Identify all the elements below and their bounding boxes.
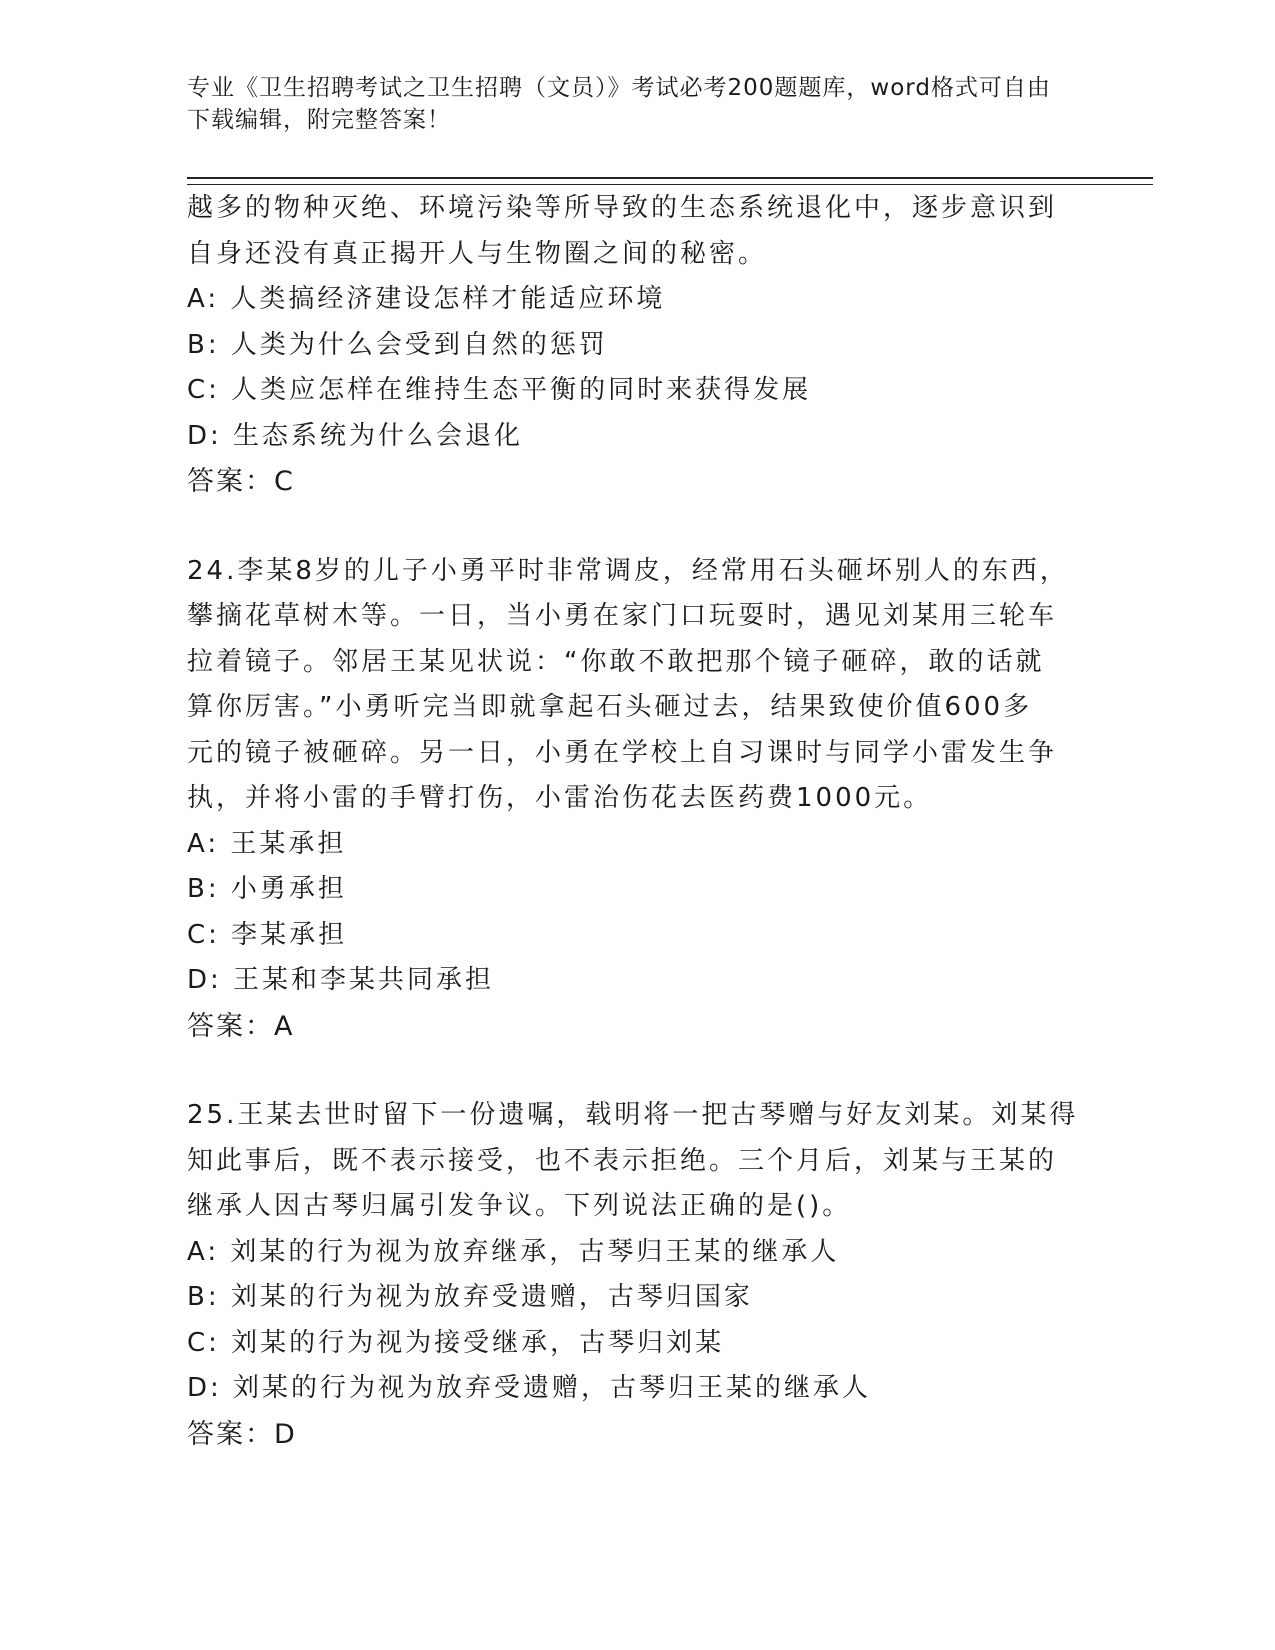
option-a: A: 刘某的行为视为放弃继承，古琴归王某的继承人: [187, 1236, 840, 1267]
answer-line: 答案：D: [187, 1418, 297, 1450]
option-b: B: 人类为什么会受到自然的惩罚: [187, 329, 608, 360]
question-23-continuation: [187, 186, 1067, 505]
option-d: D: 刘某的行为视为放弃受遗赠，古琴归王某的继承人: [187, 1373, 872, 1403]
document-header: 专业《卫生招聘考试之卫生招聘（文员）》考试必考200题题库，word格式可自由下载编辑，附完整答案！: [187, 75, 1051, 133]
option-d: D: 生态系统为什么会退化: [187, 420, 524, 451]
question-content: [187, 186, 1079, 1457]
answer-line: 答案：A: [187, 1010, 295, 1042]
option-d: D: 王某和李某共同承担: [187, 965, 495, 995]
question-text-line: 继承人因古琴归属引发争议。下列说法正确的是()。: [187, 1191, 852, 1221]
option-b: B: 小勇承担: [187, 874, 347, 904]
question-text-line: 攀摘花草树木等。一日，当小勇在家门口玩耍时，遇见刘某用三轮车: [187, 601, 1058, 631]
question-text-line: 越多的物种灭绝、环境污染等所导致的生态系统退化中，逐步意识到: [187, 193, 1058, 223]
spacer: [187, 505, 1067, 549]
answer-line: 答案：C: [187, 466, 295, 497]
question-25: [187, 1093, 1079, 1457]
option-a: A: 王某承担: [187, 828, 347, 859]
question-24: [187, 549, 1067, 1050]
header-divider: [187, 177, 1153, 185]
option-c: C: 人类应怎样在维持生态平衡的同时来获得发展: [187, 375, 812, 405]
question-text-line: 算你厉害。”小勇听完当即就拿起石头砸过去，结果致使价值600多: [187, 692, 1033, 722]
spacer: [187, 1049, 1067, 1093]
question-text-line: 25.王某去世时留下一份遗嘱，载明将一把古琴赠与好友刘某。刘某得: [187, 1100, 1079, 1130]
question-text-line: 知此事后，既不表示接受，也不表示拒绝。三个月后，刘某与王某的: [187, 1145, 1058, 1176]
option-b: B: 刘某的行为视为放弃受遗赠，古琴归国家: [187, 1282, 753, 1312]
option-c: C: 刘某的行为视为接受继承，古琴归刘某: [187, 1327, 725, 1358]
question-text-line: 执，并将小雷的手臂打伤，小雷治伤花去医药费1000元。: [187, 783, 933, 813]
question-text-line: 24.李某8岁的儿子小勇平时非常调皮，经常用石头砸坏别人的东西，: [187, 555, 1069, 586]
question-text-line: 元的镜子被砸碎。另一日，小勇在学校上自习课时与同学小雷发生争: [187, 737, 1058, 768]
option-c: C: 李某承担: [187, 919, 348, 950]
option-a: A: 人类搞经济建设怎样才能适应环境: [187, 284, 666, 314]
question-text-line: 自身还没有真正揭开人与生物圈之间的秘密。: [187, 238, 768, 269]
question-text-line: 拉着镜子。邻居王某见状说：“你敢不敢把那个镜子砸碎，敢的话就: [187, 646, 1045, 677]
